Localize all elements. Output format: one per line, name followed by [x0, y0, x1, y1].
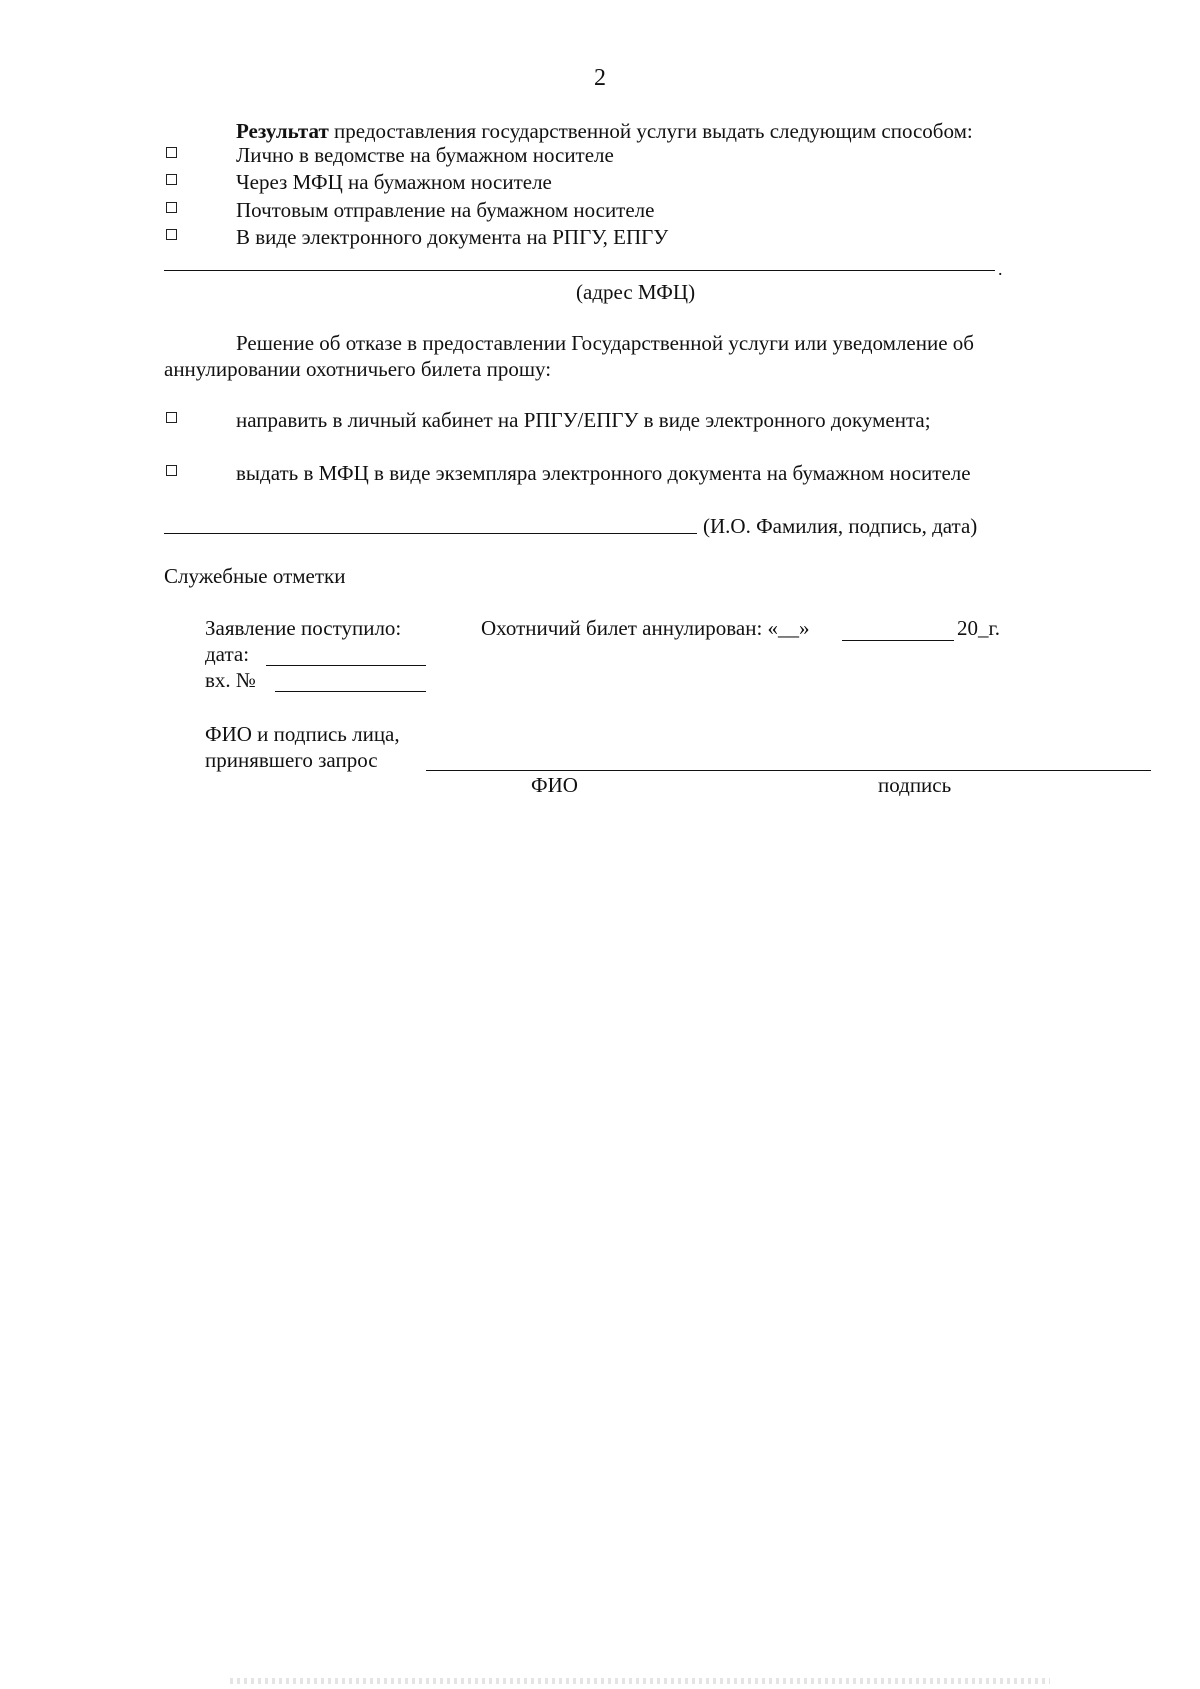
- page-number: 2: [594, 65, 606, 91]
- applicant-signature-line[interactable]: [164, 533, 697, 534]
- incoming-number-line[interactable]: [275, 691, 426, 692]
- refusal-option-label: направить в личный кабинет на РПГУ/ЕПГУ в виде электронного документа;: [236, 408, 931, 432]
- refusal-option-label: выдать в МФЦ в виде экземпляра электронного документа на бумажном носителе: [236, 461, 971, 485]
- result-option-label: Почтовым отправление на бумажном носителе: [236, 198, 655, 222]
- refusal-text-line-1: Решение об отказе в предоставлении Государственной услуги или уведомление об: [236, 331, 974, 355]
- result-title: [236, 121, 973, 142]
- fio-caption: ФИО: [531, 773, 578, 797]
- address-line[interactable]: [164, 270, 995, 271]
- address-caption: (адрес МФЦ): [576, 280, 696, 304]
- result-option-checkbox[interactable]: [166, 229, 177, 240]
- annulled-label: Охотничий билет аннулирован: «__»: [481, 616, 810, 640]
- refusal-option-checkbox[interactable]: [166, 465, 177, 476]
- refusal-text-line-2: аннулировании охотничьего билета прошу:: [164, 357, 552, 381]
- annulled-date-line[interactable]: [842, 640, 954, 641]
- address-line-dot: .: [998, 259, 1003, 279]
- result-option-label: Через МФЦ на бумажном носителе: [236, 170, 552, 194]
- result-option-checkbox[interactable]: [166, 147, 177, 158]
- accepted-by-line[interactable]: [426, 770, 1151, 771]
- annulled-year-label: 20_г.: [957, 616, 1000, 640]
- signature-caption: подпись: [878, 773, 952, 797]
- refusal-option-checkbox[interactable]: [166, 412, 177, 423]
- date-field-line[interactable]: [266, 665, 426, 666]
- scan-artifact: [230, 1678, 1050, 1684]
- result-option-label: Лично в ведомстве на бумажном носителе: [236, 143, 614, 167]
- service-marks-title: Служебные отметки: [164, 564, 346, 588]
- result-option-checkbox[interactable]: [166, 202, 177, 213]
- applicant-signature-caption: (И.О. Фамилия, подпись, дата): [703, 514, 978, 538]
- result-title-bold: Результат: [236, 119, 329, 143]
- accepted-by-label-line-1: ФИО и подпись лица,: [205, 722, 400, 746]
- date-label: дата:: [205, 642, 250, 666]
- accepted-by-label-line-2: принявшего запрос: [205, 748, 378, 772]
- result-option-label: В виде электронного документа на РПГУ, ЕПГУ: [236, 225, 669, 249]
- received-label: Заявление поступило:: [205, 616, 402, 640]
- incoming-number-label: вх. №: [205, 668, 256, 692]
- result-option-checkbox[interactable]: [166, 174, 177, 185]
- result-title-rest: предоставления государственной услуги выдать следующим способом:: [328, 119, 973, 143]
